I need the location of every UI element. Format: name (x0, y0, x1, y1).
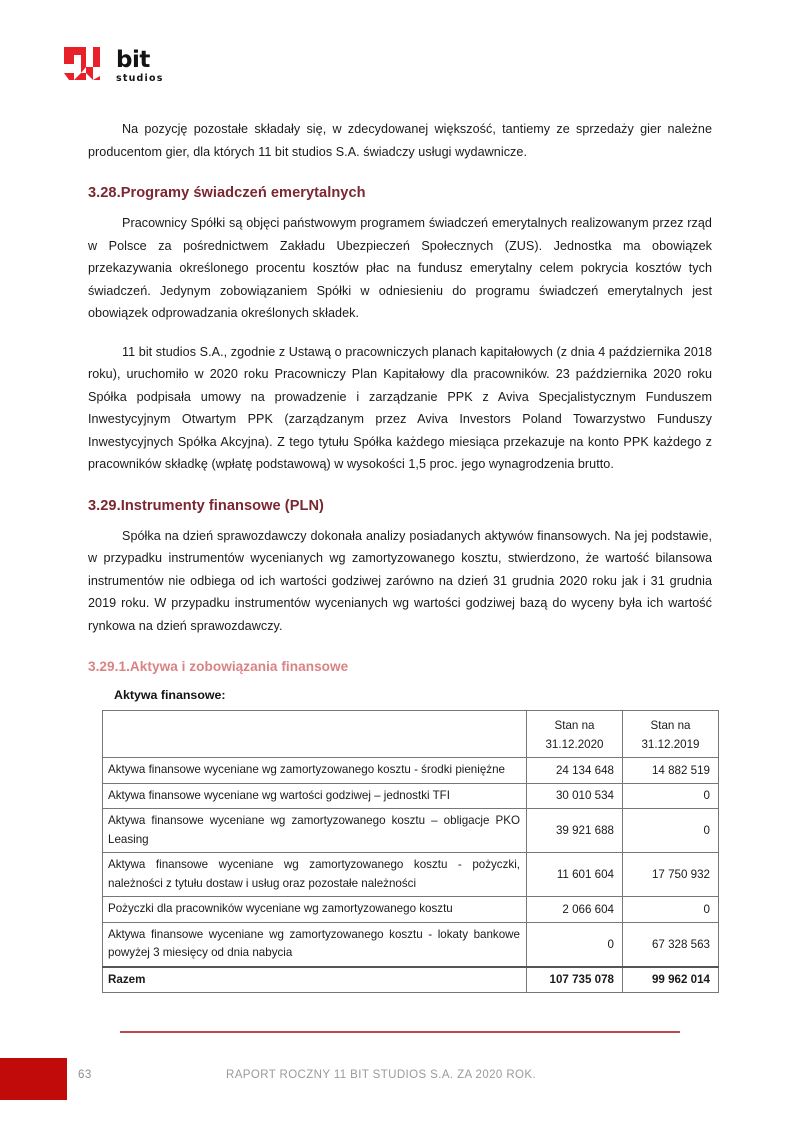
table-row (103, 758, 719, 784)
page-number: 63 (78, 1069, 92, 1081)
table-header-row (103, 711, 719, 758)
footer-divider (120, 1031, 680, 1033)
eleven-bit-mark-icon (64, 47, 108, 87)
intro-paragraph: Na pozycję pozostałe składały się, w zdecydowanej większość, tantiemy ze sprzedaży gier należne producentom gier, dla których 11 bit studios S.A. świadczy usługi wydawnicze. (88, 122, 712, 159)
table-row (103, 853, 719, 897)
spacer (88, 325, 712, 341)
heading-3-28: 3.28.Programy świadczeń emerytalnych (88, 185, 366, 201)
table-cell-2019: 67 328 563 (623, 922, 719, 967)
table-body (103, 758, 719, 993)
table-cell-label: Aktywa finansowe wyceniane wg zamortyzowanego kosztu - środki pieniężne (103, 758, 527, 784)
table-row (103, 922, 719, 967)
logo-studios-text: studios (116, 73, 164, 84)
spacer (88, 677, 712, 686)
spacer (88, 516, 712, 525)
table-header-cell-2019: Stan na 31.12.2019 (623, 711, 719, 758)
table-header-cell-2020: Stan na 31.12.2020 (527, 711, 623, 758)
table-cell-label: Aktywa finansowe wyceniane wg wartości godziwej – jednostki TFI (103, 783, 527, 809)
table-cell-total-label: Razem (103, 967, 527, 993)
footer-accent-block (0, 1058, 67, 1100)
spacer (88, 637, 712, 657)
heading-3-29-1: 3.29.1.Aktywa i zobowiązania finansowe (88, 659, 349, 674)
page-content (88, 118, 712, 993)
table-cell-total-2019: 99 962 014 (623, 967, 719, 993)
financial-assets-table (102, 710, 719, 993)
logo-wordmark (116, 49, 216, 87)
table-header-cell-blank (103, 711, 527, 758)
table-cell-2019: 14 882 519 (623, 758, 719, 784)
table-row (103, 809, 719, 853)
table-cell-total-2020: 107 735 078 (527, 967, 623, 993)
table-cell-2020: 0 (527, 922, 623, 967)
paragraph-3-29-1: Spółka na dzień sprawozdawczy dokonała analizy posiadanych aktywów finansowych. Na jej podstawie, w przypadku instrumentów wycenianych wg zamortyzowanego kosztu, stwierdzono, że wartość bilansowa instrumentów nie odbiega od ich wartości godziwej zarówno na dzień 31 grudnia 2020 roku jak i 31 grudnia 2019 roku. W przypadku instrumentów wycenianych wg wartości godziwej bazą do wyceny była ich wartość rynkowa na dzień sprawozdawczy. (88, 528, 712, 633)
table-cell-label: Pożyczki dla pracowników wyceniane wg zamortyzowanego kosztu (103, 897, 527, 923)
heading-3-29: 3.29.Instrumenty finansowe (PLN) (88, 497, 324, 514)
spacer (88, 203, 712, 212)
table-caption: Aktywa finansowe: (114, 688, 226, 702)
footer-report-title: RAPORT ROCZNY 11 BIT STUDIOS S.A. ZA 2020 ROK. (226, 1069, 537, 1081)
table-cell-2019: 17 750 932 (623, 853, 719, 897)
table-cell-2020: 2 066 604 (527, 897, 623, 923)
table-cell-2020: 11 601 604 (527, 853, 623, 897)
table-cell-label: Aktywa finansowe wyceniane wg zamortyzowanego kosztu – obligacje PKO Leasing (103, 809, 527, 853)
spacer (88, 163, 712, 183)
table-cell-2019: 0 (623, 897, 719, 923)
table-cell-2020: 30 010 534 (527, 783, 623, 809)
table-cell-label: Aktywa finansowe wyceniane wg zamortyzowanego kosztu - pożyczki, należności z tytułu dostaw i usług oraz pozostałe należności (103, 853, 527, 897)
paragraph-3-28-1: Pracownicy Spółki są objęci państwowym programem świadczeń emerytalnych realizowanym przez rząd w Polsce za pośrednictwem Zakładu Ubezpieczeń Społecznych (ZUS). Jednostka ma obowiązek przekazywania określonego procentu kosztów płac na fundusz emerytalny celem pokrycia kosztów tych świadczeń. Jedynym zobowiązaniem Spółki w odniesieniu do programu świadczeń emerytalnych jest obowiązek odprowadzania określonych składek. (88, 216, 712, 320)
paragraph-3-28-2: 11 bit studios S.A., zgodnie z Ustawą o pracowniczych planach kapitałowych (z dnia 4 października 2018 roku), uruchomiło w 2020 roku Pracowniczy Plan Kapitałowy dla pracowników. 23 października 2020 roku Spółka podpisała umowy na prowadzenie i zarządzanie PPK z Aviva Specjalistycznym Funduszem Inwestycyjnym Otwartym PPK (zarządzanym przez Aviva Investors Poland Towarzystwo Funduszy Inwestycyjnych Spółka Akcyjna). Z tego tytułu Spółka każdego miesiąca przekazuje na konto PPK każdego z pracowników składkę (wpłatę podstawową) w wysokości 1,5 proc. jego wynagrodzenia brutto. (88, 344, 712, 471)
logo-bit-text: bit (116, 47, 150, 73)
table-header (103, 711, 719, 758)
table-cell-2019: 0 (623, 783, 719, 809)
table-total-row (103, 967, 719, 993)
table-cell-2020: 39 921 688 (527, 809, 623, 853)
table-cell-2020: 24 134 648 (527, 758, 623, 784)
table-cell-2019: 0 (623, 809, 719, 853)
table-cell-label: Aktywa finansowe wyceniane wg zamortyzowanego kosztu - lokaty bankowe powyżej 3 miesięcy od dnia nabycia (103, 922, 527, 967)
spacer (88, 476, 712, 496)
company-logo (64, 47, 224, 95)
table-row (103, 783, 719, 809)
table-row (103, 897, 719, 923)
